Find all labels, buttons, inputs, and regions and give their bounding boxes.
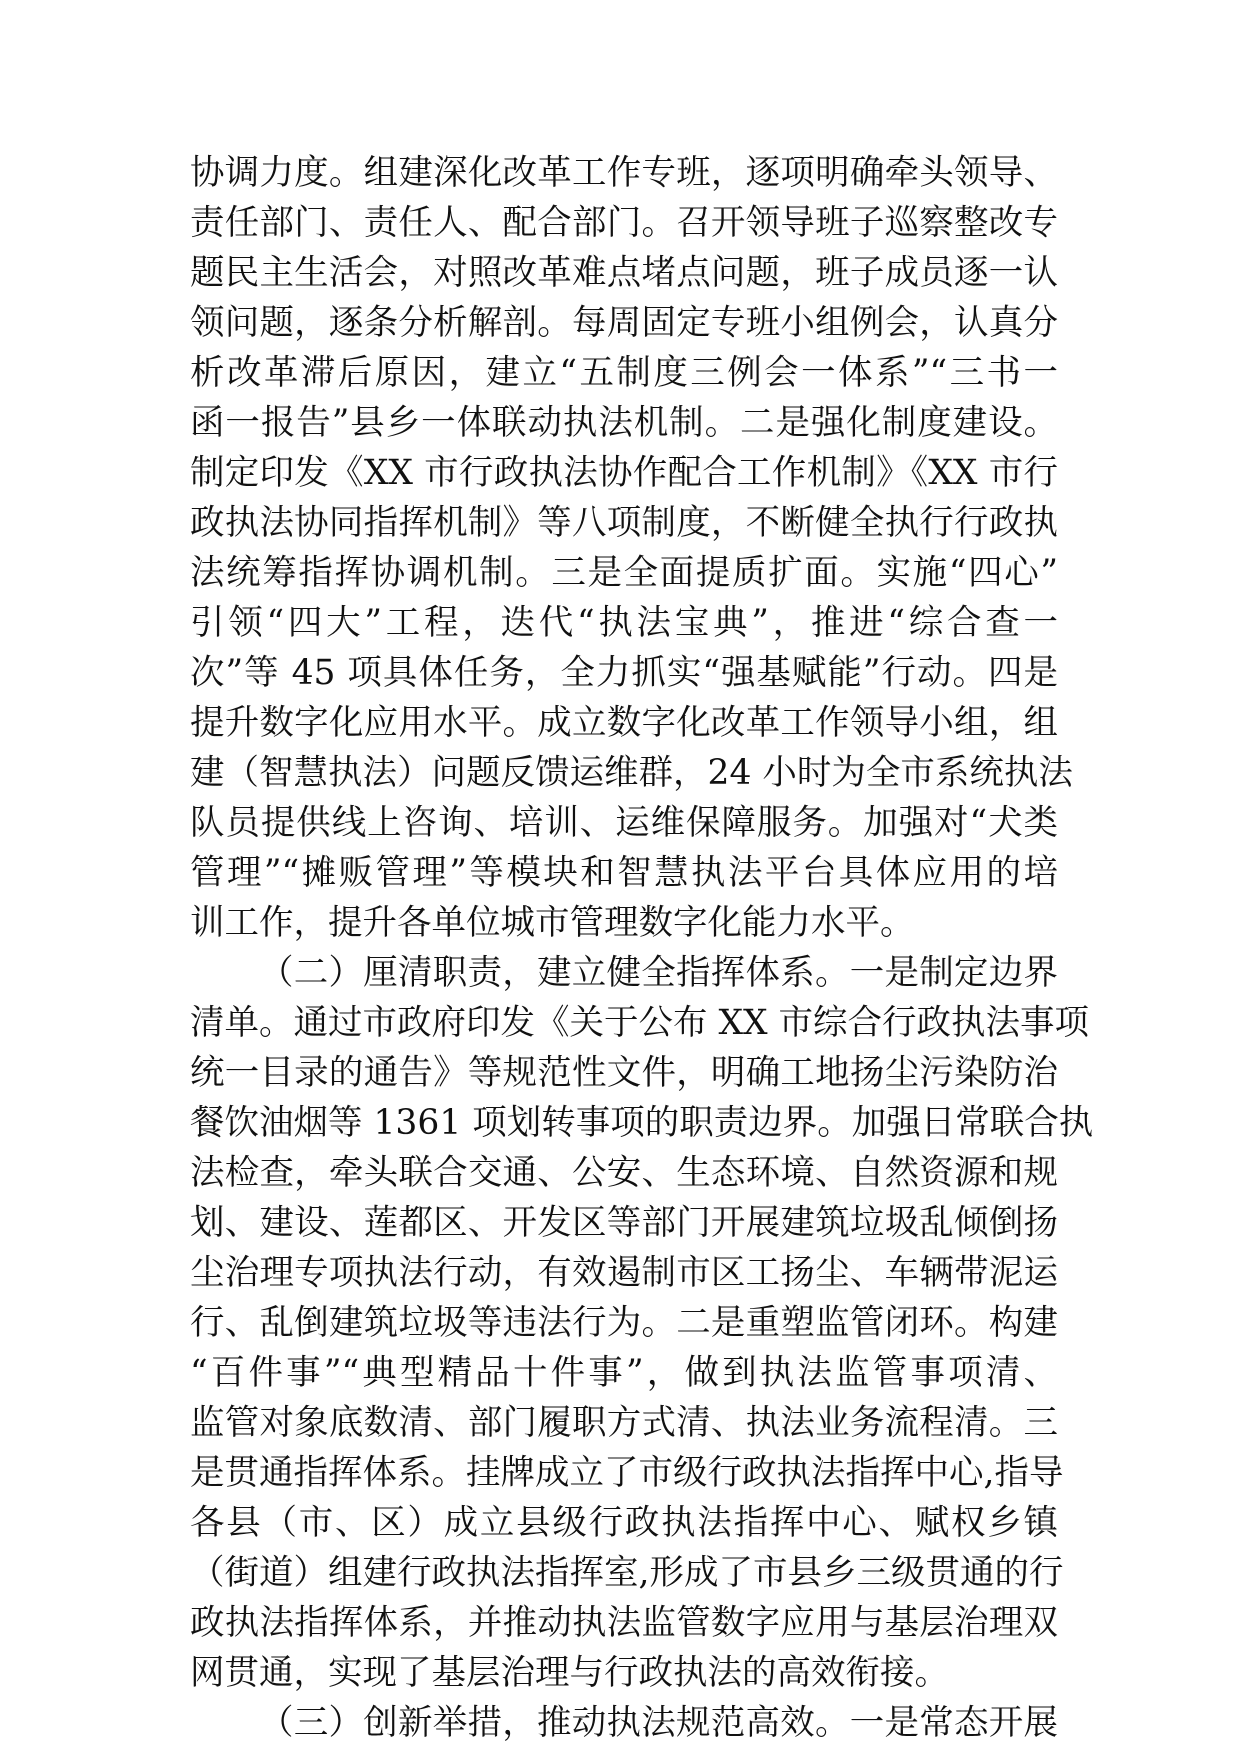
text-line: 建（智慧执法）问题反馈运维群，24 小时为全市系统执法 <box>190 753 1073 793</box>
text-line: 引领“四大”工程，迭代“执法宝典”，推进“综合查一 <box>190 603 1058 643</box>
document-body <box>190 148 1094 1748</box>
text-line: 统一目录的通告》等规范性文件，明确工地扬尘污染防治 <box>190 1053 1058 1093</box>
section-heading-line: （二）厘清职责，建立健全指挥体系。一是制定边界 <box>259 953 1058 993</box>
text-line: 法统筹指挥协调机制。三是全面提质扩面。实施“四心” <box>190 553 1058 593</box>
paragraph-3 <box>190 1698 1058 1748</box>
text-line: 协调力度。组建深化改革工作专班，逐项明确牵头领导、 <box>190 153 1058 193</box>
section-heading-line: （三）创新举措，推动执法规范高效。一是常态开展 <box>259 1703 1058 1743</box>
text-line: 网贯通，实现了基层治理与行政执法的高效衔接。 <box>190 1653 949 1693</box>
text-line: 制定印发《XX 市行政执法协作配合工作机制》《XX 市行 <box>190 453 1058 493</box>
text-line: （街道）组建行政执法指挥室,形成了市县乡三级贯通的行 <box>190 1553 1064 1593</box>
text-line: 题民主生活会，对照改革难点堵点问题，班子成员逐一认 <box>190 253 1058 293</box>
text-line: 队员提供线上咨询、培训、运维保障服务。加强对“犬类 <box>190 803 1058 843</box>
text-line: 政执法协同指挥机制》等八项制度，不断健全执行行政执 <box>190 503 1058 543</box>
paragraph-1 <box>190 148 1073 948</box>
text-line: 次”等 45 项具体任务，全力抓实“强基赋能”行动。四是 <box>190 653 1058 693</box>
text-line: 领问题，逐条分析解剖。每周固定专班小组例会，认真分 <box>190 303 1058 343</box>
text-line: 训工作，提升各单位城市管理数字化能力水平。 <box>190 903 915 943</box>
text-line: 监管对象底数清、部门履职方式清、执法业务流程清。三 <box>190 1403 1058 1443</box>
text-line: 各县（市、区）成立县级行政执法指挥中心、赋权乡镇 <box>190 1503 1058 1543</box>
text-line: 是贯通指挥体系。挂牌成立了市级行政执法指挥中心,指导 <box>190 1453 1064 1493</box>
text-line: 函一报告”县乡一体联动执法机制。二是强化制度建设。 <box>190 403 1058 443</box>
text-line: 析改革滞后原因，建立“五制度三例会一体系”“三书一 <box>190 353 1058 393</box>
text-line: 责任部门、责任人、配合部门。召开领导班子巡察整改专 <box>190 203 1058 243</box>
text-line: 尘治理专项执法行动，有效遏制市区工扬尘、车辆带泥运 <box>190 1253 1058 1293</box>
text-line: 划、建设、莲都区、开发区等部门开展建筑垃圾乱倾倒扬 <box>190 1203 1058 1243</box>
text-line: 餐饮油烟等 1361 项划转事项的职责边界。加强日常联合执 <box>190 1103 1094 1143</box>
text-line: 法检查，牵头联合交通、公安、生态环境、自然资源和规 <box>190 1153 1058 1193</box>
text-line: “百件事”“典型精品十件事”，做到执法监管事项清、 <box>190 1353 1058 1393</box>
text-line: 清单。通过市政府印发《关于公布 XX 市综合行政执法事项 <box>190 1003 1090 1043</box>
text-line: 行、乱倒建筑垃圾等违法行为。二是重塑监管闭环。构建 <box>190 1303 1058 1343</box>
text-line: 政执法指挥体系，并推动执法监管数字应用与基层治理双 <box>190 1603 1058 1643</box>
paragraph-2 <box>190 948 1094 1698</box>
text-line: 管理”“摊贩管理”等模块和智慧执法平台具体应用的培 <box>190 853 1058 893</box>
text-line: 提升数字化应用水平。成立数字化改革工作领导小组，组 <box>190 703 1058 743</box>
